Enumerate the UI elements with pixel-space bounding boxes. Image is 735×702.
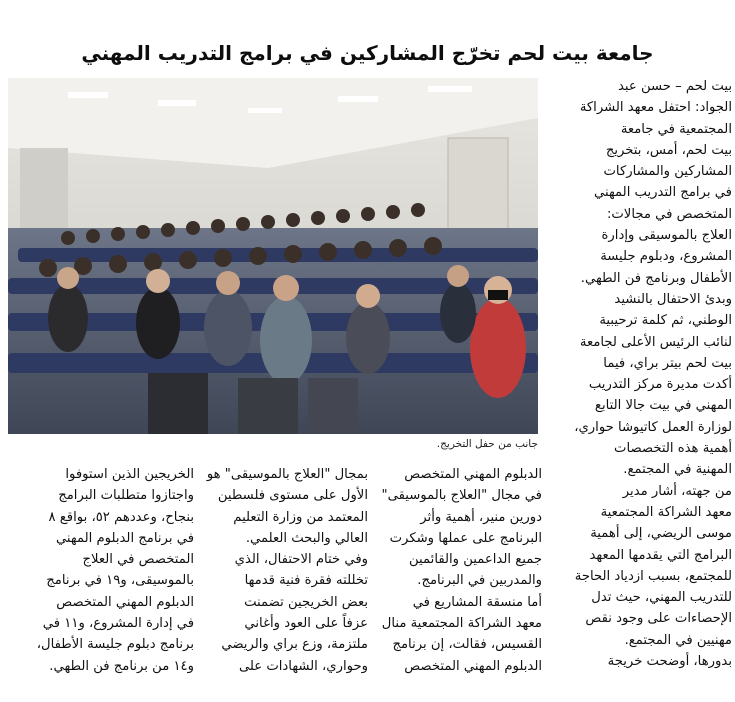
text-line: معهد الشراكة المجتمعية منال [381,616,542,632]
text-line: في إدارة المشروع، و١١ في [42,616,194,632]
text-line: للتدريب المهني، حيث تدل [591,590,732,606]
text-line: وحواري، الشهادات على [238,658,368,674]
text-line: الدبلوم المهني المتخصص [56,594,194,610]
text-line: بيت لحم، أمس، بتخريج [605,142,732,158]
text-line: البرنامج على عملها وشكرت [389,530,542,546]
text-line: أما منسقة المشاريع في [412,594,542,610]
text-line: لنائب الرئيس الأعلى لجامعة [579,334,732,350]
audience-hall-image [8,78,538,434]
article-column-bottom-1 [376,464,542,702]
text-line: البرامج التي يقدمها المعهد [589,547,732,563]
text-line: العلاج بالموسيقى وإدارة [601,228,732,244]
text-line: الوطني، ثم كلمة ترحيبية [599,313,732,329]
text-line: بدورها، أوضحت خريجة [607,654,732,670]
text-line: بيت لحم – حسن عبد [618,79,732,94]
text-line: موسى الريضي، إلى أهمية [590,526,732,542]
text-line: العالي والبحث العلمي. [245,530,368,546]
headline: جامعة بيت لحم تخرّج المشاركين في برامج التدريب المهني [81,41,654,66]
article-column-bottom-3 [8,464,194,702]
text-line: بنجاح، وعددهم ٥٢، بواقع ٨ [48,509,194,525]
article-column-bottom-2 [202,464,368,702]
text-line: الجواد: احتفل معهد الشراكة [579,100,732,116]
text-line: برنامج دبلوم جليسة الأطفال، [36,637,194,653]
text-line: و١٤ من برنامج فن الطهي. [49,658,194,674]
text-line: القسيس، فقالت، إن برنامج [392,637,542,653]
text-line: المهني في بيت جالا التابع [594,398,732,414]
text-line: الأول على مستوى فلسطين [217,488,368,504]
text-line: المجتمعية في جامعة [620,121,732,137]
text-line: المشروع، ودبلوم جليسة [600,249,732,265]
text-line: في برنامج الدبلوم المهني [55,530,194,546]
text-line: الخريجين الذين استوفوا [65,467,194,482]
text-line: واجتازوا متطلبات البرامج [58,488,194,504]
text-line: الدبلوم المهني المتخصص [404,658,542,674]
text-line: بيت لحم بيتر براي، فيما [603,355,732,371]
text-line: معهد الشراكة المجتمعية [600,504,732,520]
text-line: والمدربين في البرنامج. [417,573,542,589]
text-line: الأطفال وبرنامج فن الطهي. [580,270,732,286]
text-line: في برامج التدريب المهني [594,185,732,201]
photo-caption: جانب من حفل التخريج. [436,438,538,450]
text-line: المشاركين والمشاركات [603,164,732,180]
text-line: أهمية هذه التخصصات [614,441,732,457]
text-line: المتخصص في مجالات: [606,206,732,222]
text-line: الإحصاءات على وجود نقص [585,611,732,627]
text-line: وبدئ الاحتفال بالنشيد [614,291,732,307]
text-line: أكدت مديرة مركز التدريب [588,377,732,393]
text-line: لوزارة العمل كاتيوشا حواري، [574,419,732,435]
text-line: المعتمد من وزارة التعليم [233,509,368,525]
text-line: للمجتمع، بسبب ازدياد الحاجة [574,568,732,584]
text-line: دورين منير، أهمية وأثر [420,509,542,525]
text-line: الدبلوم المهني المتخصص [404,467,542,482]
text-line: عزفاً على العود وأغاني [244,616,368,632]
text-line: من جهته، أشار مدير [622,483,732,499]
graduation-photo [8,78,538,434]
text-line: جميع الداعمين والقائمين [409,552,542,568]
text-line: ملتزمة، وزع براي والريضي [221,637,368,653]
text-line: بمجال "العلاج بالموسيقى" هو [206,467,368,482]
text-line: تخللته فقرة فنية قدمها [244,573,368,589]
text-line: مهنيين في المجتمع. [624,632,732,648]
article-column-right [548,76,732,702]
text-line: المهنية في المجتمع. [623,462,732,478]
text-line: بعض الخريجين تضمنت [244,594,368,610]
text-line: وفي ختام الاحتفال، الذي [234,552,368,568]
text-line: المتخصص في العلاج [82,552,194,568]
text-line: في مجال "العلاج بالموسيقى" [381,488,542,504]
text-line: بالموسيقى، و١٩ في برنامج [46,573,194,589]
